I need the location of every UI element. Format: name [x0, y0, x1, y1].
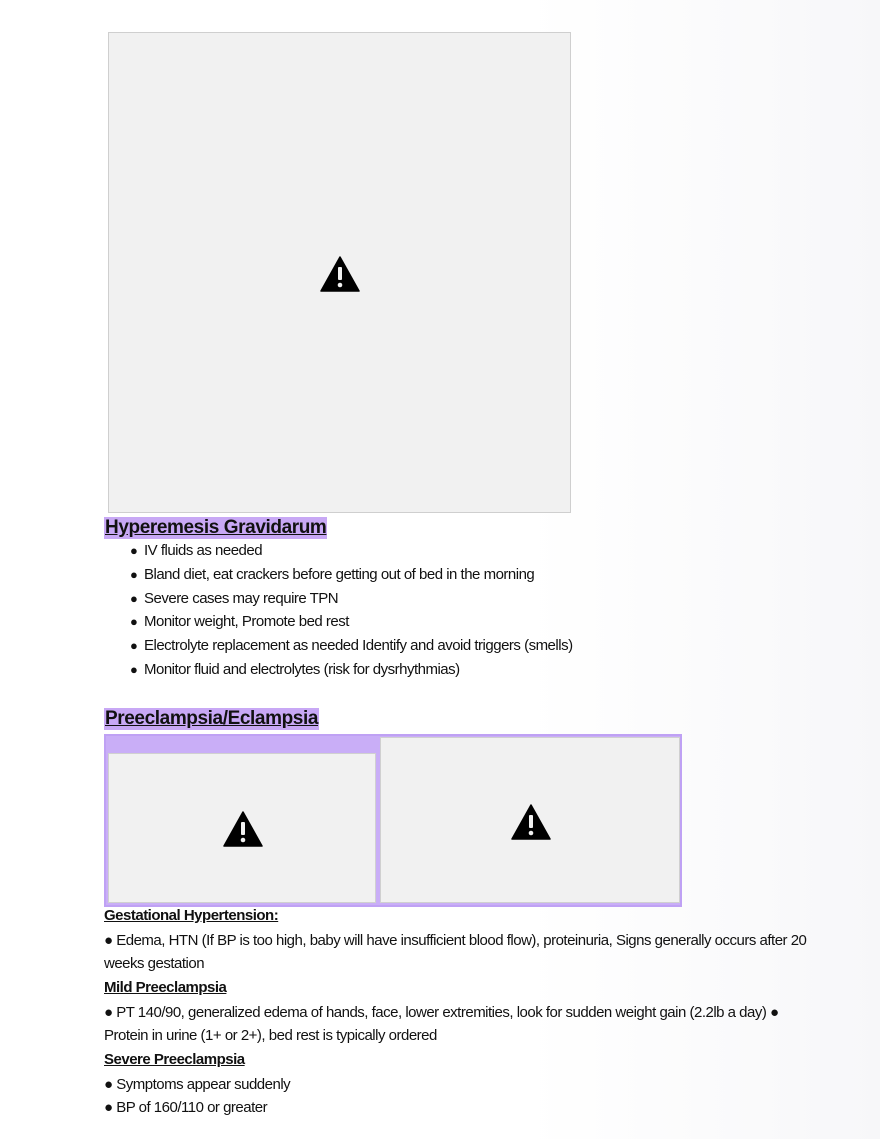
image-table [104, 734, 682, 907]
list-item: ● IV fluids as needed [130, 539, 573, 563]
bullet-dot: ● [130, 614, 138, 630]
list-item: ● Monitor fluid and electrolytes (risk for dysrhythmias) [130, 658, 573, 682]
bullet-dot: ● [130, 566, 138, 582]
bullet-dot: ● [130, 590, 138, 606]
top-image-placeholder [108, 32, 571, 513]
bullet-dot: ● [130, 661, 138, 677]
table-right-image-placeholder [380, 737, 680, 903]
hyperemesis-bullet-list [130, 539, 573, 682]
warning-triangle-icon [511, 804, 551, 840]
hyperemesis-heading: Hyperemesis Gravidarum [105, 517, 327, 538]
mild-preeclampsia-heading: Mild Preeclampsia [104, 979, 227, 996]
severe-preeclampsia-heading: Severe Preeclampsia [104, 1051, 245, 1068]
gestational-hypertension-text: ● Edema, HTN (If BP is too high, baby will have insufficient blood flow), proteinuria, Signs generally occurs after 20 weeks gestation [104, 932, 807, 972]
list-item: ● Bland diet, eat crackers before getting out of bed in the morning [130, 563, 573, 587]
gestational-hypertension-heading: Gestational Hypertension: [104, 907, 279, 924]
list-item: ● Severe cases may require TPN [130, 587, 573, 611]
list-item: ● Monitor weight, Promote bed rest [130, 610, 573, 634]
table-left-image-placeholder [108, 753, 376, 903]
warning-triangle-icon [320, 256, 360, 292]
list-item: ● Electrolyte replacement as needed Identify and avoid triggers (smells) [130, 634, 573, 658]
bullet-dot: ● [130, 638, 138, 654]
mild-preeclampsia-text: ● PT 140/90, generalized edema of hands, face, lower extremities, look for sudden weight gain (2.2lb a day) ● Protein in urine (1+ or 2+), bed rest is typically ordered [104, 1004, 779, 1044]
warning-triangle-icon [223, 811, 263, 847]
severe-preeclampsia-text: ● Symptoms appear suddenly ● BP of 160/110 or greater [104, 1076, 291, 1116]
preeclampsia-heading: Preeclampsia/Eclampsia [105, 708, 319, 729]
bullet-dot: ● [130, 543, 138, 558]
